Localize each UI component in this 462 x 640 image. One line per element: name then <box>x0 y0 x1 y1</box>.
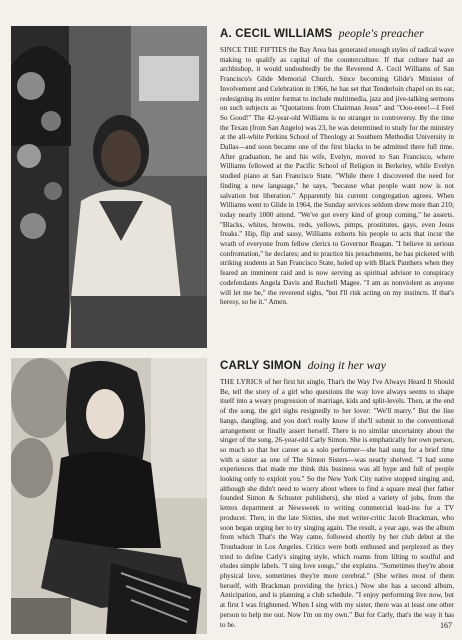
article-tagline: people's preacher <box>338 26 424 40</box>
article-body-text: of her first hit single, That's the Way I've Always Heard It Should Be, tell the story of a girl who questions the way love always seems to shape itself into a weary progression of marriage, kids and split-levels. Then, at the end of the song, the girl sighs resignedly to her lover: "We'll marry." But the line hangs, dangling, and you don't really know if she'll submit to the conventional arrangement or finally assert herself. There is no similar uncertainty about the singer of the song, 26-year-old Carly Simon. She is emphatically her own person, so much so that her career as a solo performer—she had sung for a brief time with a sister as one of The Simon Sisters—was nearly shelved. "I had some experiences that made me think this business was all hype and full of people looking only to exploit you." So the New York City native stopped singing and, although she didn't need to worry about where to find a square meal (her father founded Simon & Schuster publishers), she tried a variety of jobs, from the letters department at Newsweek to writing commercial lead-ins for a TV producer. Then, in the late Sixties, she met writer-critic Jacob Brackman, who soon began urging her to try singing again. The result, a year ago, was the album from which That's the Way came, followed shortly by her club debut at the Troubadour in Los Angeles. Critics were both enthused and perplexed as they tried to define Carly's singing style, which roams from lilting to soulful and eludes simple labels. "I sing love songs," she explains. "Sometimes they're about physical love, sometimes they're more cerebral." (She writes most of them herself, with Brackman providing the lyrics.) Now she has a second album, Anticipation, and is planning a club schedule. "I enjoy performing live now, but at first I was frightened. When I sing with my sister, there was at least one other person to help me out. Now I'm on my own." But for Carly, that's the way it has to be. <box>220 378 454 629</box>
cecil-williams-photo-art <box>11 26 207 348</box>
cecil-williams-photo <box>11 26 207 348</box>
article-lead: THE LYRICS <box>220 378 263 386</box>
article-body <box>220 46 454 358</box>
article-cecil-williams <box>220 26 454 358</box>
article-body <box>220 378 454 640</box>
article-carly-simon <box>220 358 454 640</box>
article-body-text: the Bay Area has generated enough styles of radical wave making to qualify as capital of the counterculture. If that culture had an archbishop, it would undoubtedly be the Reverend A. Cecil Williams of San Francisco's Glide Memorial Church. Since becoming Glide's Minister of Involvement and Celebration in 1966, he has set that Tenderloin chapel on its ear, redesigning its entire format to include multimedia, jazz and jive-talking sermons on such subjects as "Quotations from Chairman Jesus" and "Ooo-eeee!—I Feel So Good!" The 42-year-old Williams is no stranger to controversy. By the time the Texan (from San Angelo) was 23, he was determined to study for the ministry at the all-white Perkins School of Theology at Southern Methodist University in Dallas—and soon became one of the first blacks to be admitted there full time. After graduation, he and his wife, Evelyn, moved to San Francisco, where Williams fellowed at the Pacific School of Religion in Berkeley, while Evelyn studied piano at San Francisco State. "While there I discovered the need for finding a new language," he says, "because what people want now is not salvation but liberation." Apparently his current congregation agrees. When Williams went to Glide in 1964, the Sunday services seldom drew more than 210; today nearly 1000 attend. "We've got every kind of group coming," he asserts. "Blacks, whites, browns, reds, yellows, pimps, prostitutes, gays, even Jesus freaks." Hip, flip and sassy, Williams exhorts his people to acts that incur the wrath of everyone from fellow clerics to Governor Reagan. "I believe in serious confrontation," he declares; and to practice his preachments, he has picketed with striking students at San Francisco State, holed up with Black Panthers when they feared an imminent raid and is now serving as spiritual advisor to conspiracy codefendants Angela Davis and Ruchell Magee. "I am as nonviolent as anyone will let me be," the reverend sighs, "but I'll risk acting on my instincts. If that's heresy, so be it." Amen. <box>220 46 454 307</box>
article-headline <box>220 358 454 373</box>
article-tagline: doing it her way <box>307 358 386 372</box>
carly-simon-photo <box>11 358 207 634</box>
article-name: CARLY SIMON <box>220 360 302 372</box>
article-headline <box>220 26 454 41</box>
article-lead: SINCE THE FIFTIES <box>220 46 287 54</box>
page-number: 167 <box>440 621 452 630</box>
carly-simon-photo-art <box>11 358 207 634</box>
article-name: A. CECIL WILLIAMS <box>220 28 333 40</box>
